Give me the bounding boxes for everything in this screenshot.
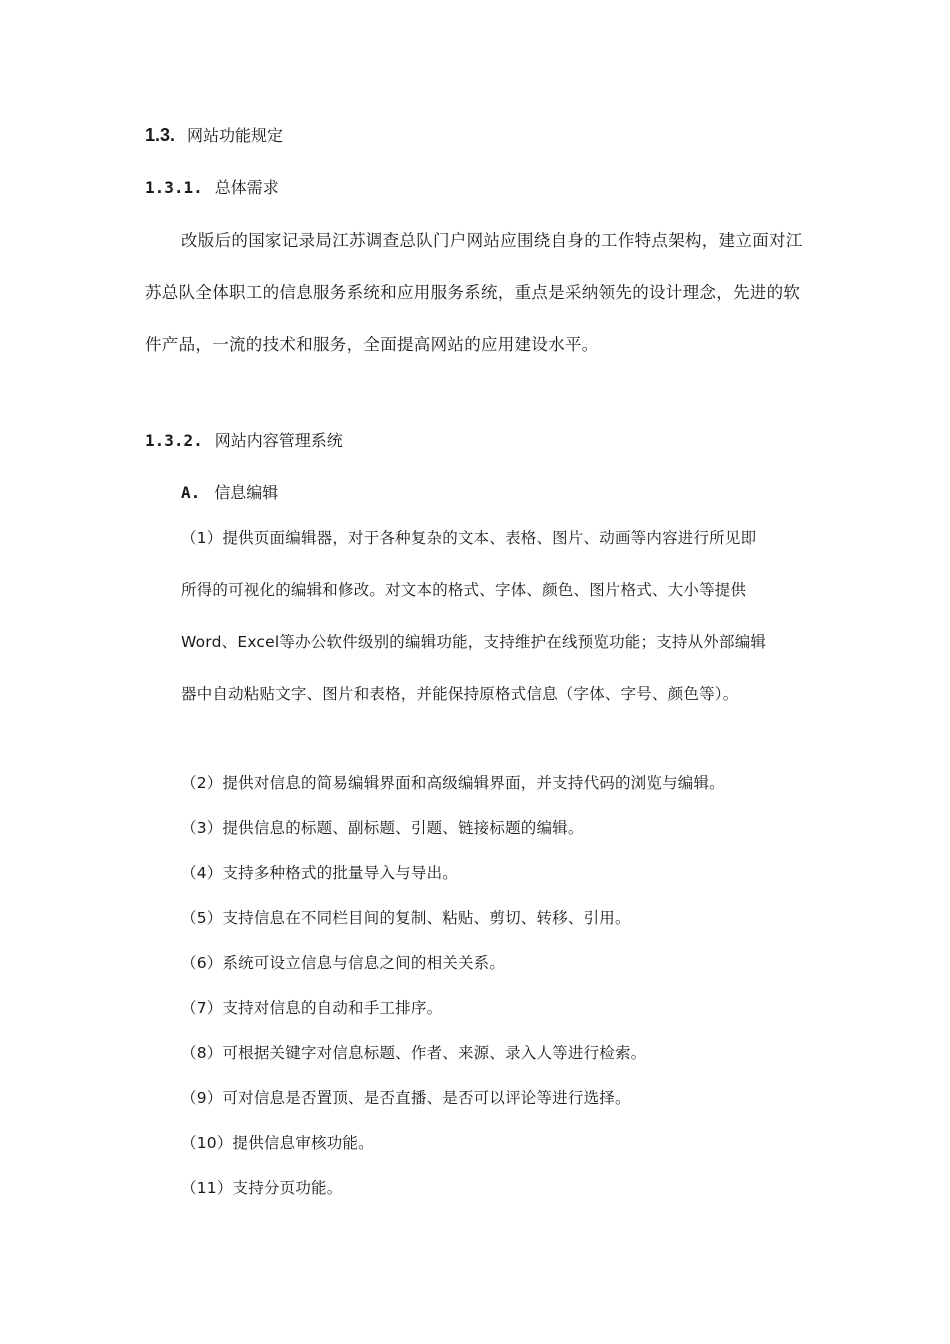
subsection-number-2: 1.3.2. [145, 431, 203, 450]
subheading-letter: A. [181, 483, 201, 502]
list-item: （8）可根据关键字对信息标题、作者、来源、录入人等进行检索。 [181, 1044, 647, 1062]
paragraph-line: 件产品，一流的技术和服务，全面提高网站的应用建设水平。 [145, 335, 599, 354]
subsection-title-1: 总体需求 [214, 178, 279, 197]
list-item-line: Word、Excel等办公软件级别的编辑功能，支持维护在线预览功能；支持从外部编辑 [181, 633, 767, 651]
section-number: 1.3. [145, 125, 176, 145]
list-item: （6）系统可设立信息与信息之间的相关关系。 [181, 954, 506, 972]
subsection-number-1: 1.3.1. [145, 178, 203, 197]
paragraph-line: 苏总队全体职工的信息服务系统和应用服务系统，重点是采纳领先的设计理念，先进的软 [145, 283, 801, 302]
paragraph-line: 改版后的国家记录局江苏调查总队门户网站应围绕自身的工作特点架构，建立面对江 [181, 231, 803, 250]
subsection-title-2: 网站内容管理系统 [214, 431, 343, 450]
list-item-line: 所得的可视化的编辑和修改。对文本的格式、字体、颜色、图片格式、大小等提供 [181, 581, 747, 599]
list-item: （4）支持多种格式的批量导入与导出。 [181, 864, 458, 882]
list-item: （10）提供信息审核功能。 [181, 1134, 374, 1152]
list-item-line: （1）提供页面编辑器，对于各种复杂的文本、表格、图片、动画等内容进行所见即 [181, 529, 757, 547]
list-item-line: 器中自动粘贴文字、图片和表格，并能保持原格式信息（字体、字号、颜色等）。 [181, 685, 739, 703]
section-heading [145, 124, 283, 147]
subsection-heading-2 [145, 430, 343, 452]
list-item: （9）可对信息是否置顶、是否直播、是否可以评论等进行选择。 [181, 1089, 631, 1107]
section-title: 网站功能规定 [187, 126, 284, 145]
list-item: （7）支持对信息的自动和手工排序。 [181, 999, 443, 1017]
subheading-title: 信息编辑 [214, 483, 279, 502]
list-item: （3）提供信息的标题、副标题、引题、链接标题的编辑。 [181, 819, 584, 837]
list-item: （2）提供对信息的简易编辑界面和高级编辑界面，并支持代码的浏览与编辑。 [181, 774, 725, 792]
list-item: （11）支持分页功能。 [181, 1179, 343, 1197]
list-item: （5）支持信息在不同栏目间的复制、粘贴、剪切、转移、引用。 [181, 909, 631, 927]
subsection-heading-1 [145, 177, 279, 199]
subheading-a [181, 482, 278, 504]
